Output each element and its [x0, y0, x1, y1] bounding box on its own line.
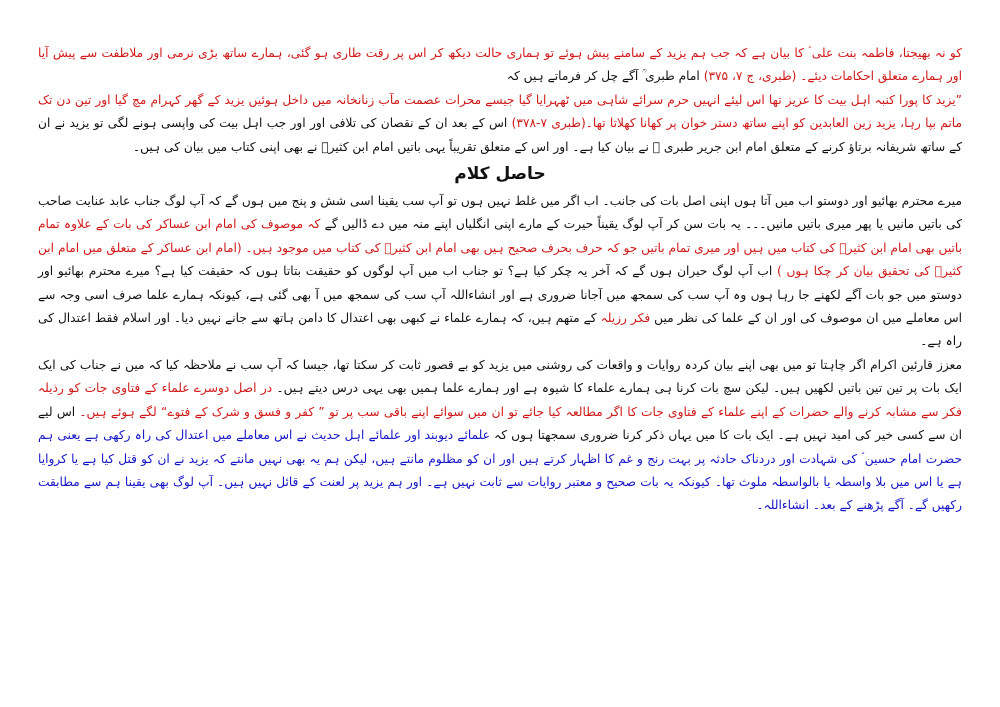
- paragraph-2-black-text: اس کے بعد ان کے نقصان کی تلافی اور اور جب اہل بیت کی واپسی ہونے لگی تو یزید نے ان کے ساتھ شریفانہ برتاؤ کرنے کے متعلق امام ابن جریر طبری ؒ نے بیان کیا ہے۔ اور اس کے متعلق تقریباً یہی باتیں امام ابن کثیرؒ نے بھی اپنی کتاب میں بیان کی ہیں۔: [38, 116, 962, 154]
- paragraph-4-black-text-1: معزز قارئین اکرام اگر چاہتا تو میں بھی اپنے بیان کردہ روایات و واقعات کی روشنی میں یزید کو بے قصور ثابت کر سکتا تھا، جیسا کہ آپ سب نے ملاحظہ کیا کہ میں نے جناب کی ایک ایک بات پر تین تین باتیں لکھیں ہیں۔ لیکن سچ بات کرنا ہی ہمارے علماء کا شیوہ ہے اور ہمارے علما ہمیں بھی یہی درس دیتے ہیں۔: [38, 357, 963, 396]
- paragraph-3-red-text-1: کہ موصوف کی امام ابن عساکر کی بات کے علاوہ تمام باتیں بھی امام ابن کثیرؒ کی کتاب میں ہیں اور میری تمام باتیں جو کہ حرف بحرف صحیح ہیں بھی امام ابن کثیرؒ کی کتاب میں موجود ہیں۔ (امام ابن عساکر کے متعلق میں امام ابن کثیرؒ کی تحقیق بیان کر چکا ہوں ): [38, 217, 962, 279]
- section-heading: حاصل کلام: [454, 164, 546, 185]
- paragraph-1-red-text: کو نہ بھیجتا، فاطمہ بنت علی ؑ کا بیان ہے کہ جب ہم یزید کے سامنے پیش ہوئے تو ہماری حالت دیکھ کر اس پر رقت طاری ہو گئی، ہمارے ساتھ بڑی نرمی اور ملاطفت سے پیش آیا اور ہمارے متعلق احکامات دیئے۔ (طبری، ج ۷، ۳۷۵): [38, 46, 962, 84]
- paragraph-2: [38, 89, 962, 159]
- paragraph-2-red-text: ”یزید کا پورا کنبہ اہل بیت کا عزیز تھا اس لیئے انہیں حرم سرائے شاہی میں ٹھہرایا گیا جیسے محرات عصمت مآب زنانخانہ میں داخل ہوئیں یزید کے گھر کہرام مچ گیا اور تین دن تک ماتم بپا رہا، یزید زین العابدین کو اپنے ساتھ دستر خوان پر کھانا کھلاتا تھا۔(طبری ۷-۳۷۸): [38, 92, 962, 131]
- paragraph-3: [38, 190, 962, 354]
- paragraph-3-black-text-2: اب آپ لوگ حیران ہوں گے کہ آخر یہ چکر کیا ہے؟ تو جناب اب میں آپ لوگوں کو حقیقت بتاتا ہوں کہ حقیقت کیا ہے؟ میرے محترم بھائیو اور دوستو میں جو بات آگے لکھنے جا رہا ہوں وہ آپ سب کی سمجھ میں آجانا ضروری ہے اور انشاءاللہ آپ سب کی سمجھ میں آ بھی گئی ہے، کیونکہ ہمارے علما صرف اسی وجہ سے اس معاملے میں ان موصوف کی اور ان کے علما کی نظر میں: [38, 264, 962, 326]
- paragraph-4-blue-text-1: علمائے دیوبند اور علمائے اہل حدیث نے اس معاملے میں اعتدال کی راہ رکھی ہے یعنی ہم حضرت امام حسین ؑ کی شہادت اور دردناک حادثہ پر بہت رنج و غم کا اظہار کرتے ہیں اور ان کو مظلوم مانتے ہیں، لیکن ہم یہ بھی نہیں مانتے کہ یزید نے ان کو قتل کیا ہے یا کروایا ہے یا اس میں بلا واسطہ یا بالواسطہ ملوث تھا۔ کیونکہ یہ بات صحیح و معتبر روایات سے ثابت نہیں ہے۔ اور ہم یزید پر لعنت کے قائل نہیں ہیں۔ آپ لوگ بھی یقینا ہم سے مطابقت رکھیں گے۔ آگے پڑھنے کے بعد۔ انشاءاللہ۔: [38, 428, 962, 513]
- paragraph-1-black-text: امام طبری ؒ آگے چل کر فرماتے ہیں کہ: [506, 69, 704, 84]
- paragraph-4-red-text-1: در اصل دوسرے علماء کے فتاوی جات کو رذیلہ فکر سے مشابہ کرنے والے حضرات کے اپنے علماء کے فتاوی جات کا اگر مطالعہ کیا جائے تو ان میں سوائے اپنے باقی سب پر تو ” کفر و فسق و شرک کے فتوے“ لگے ہوئے ہیں۔: [38, 381, 962, 419]
- paragraph-3-red-text-2: فکر رزیلہ: [600, 311, 655, 326]
- paragraph-3-black-text-1: میرے محترم بھائیو اور دوستو اب میں آتا ہوں اپنی اصل بات کی جانب۔ اب اگر میں غلط نہیں ہوں تو آپ سب یقینا اسی شش و پنج میں ہوں گے کہ آپ لوگ جناب عابد عنایت صاحب کی باتیں مانیں یا پھر میری باتیں مانیں۔۔۔ یہ بات سن کر آپ لوگ یقیناً حیرت کے مارے اپنی انگلیاں اپنے منہ میں دے ڈالیں گے: [38, 194, 962, 232]
- paragraph-4: [38, 354, 962, 518]
- paragraph-1: [38, 42, 962, 89]
- paragraph-3-black-text-3: کے متھم ہیں، کہ ہمارے علماء نے کبھی بھی اعتدال کا دامن ہاتھ سے جانے نہیں دیا۔ اور اسلام فقط اعتدال کی راہ ہے۔: [38, 311, 962, 349]
- paragraph-4-black-text-2: اس لیے ان سے کسی خیر کی امید نہیں ہے۔ ایک بات کا میں یہاں ذکر کرنا ضروری سمجھتا ہوں کہ: [38, 404, 962, 443]
